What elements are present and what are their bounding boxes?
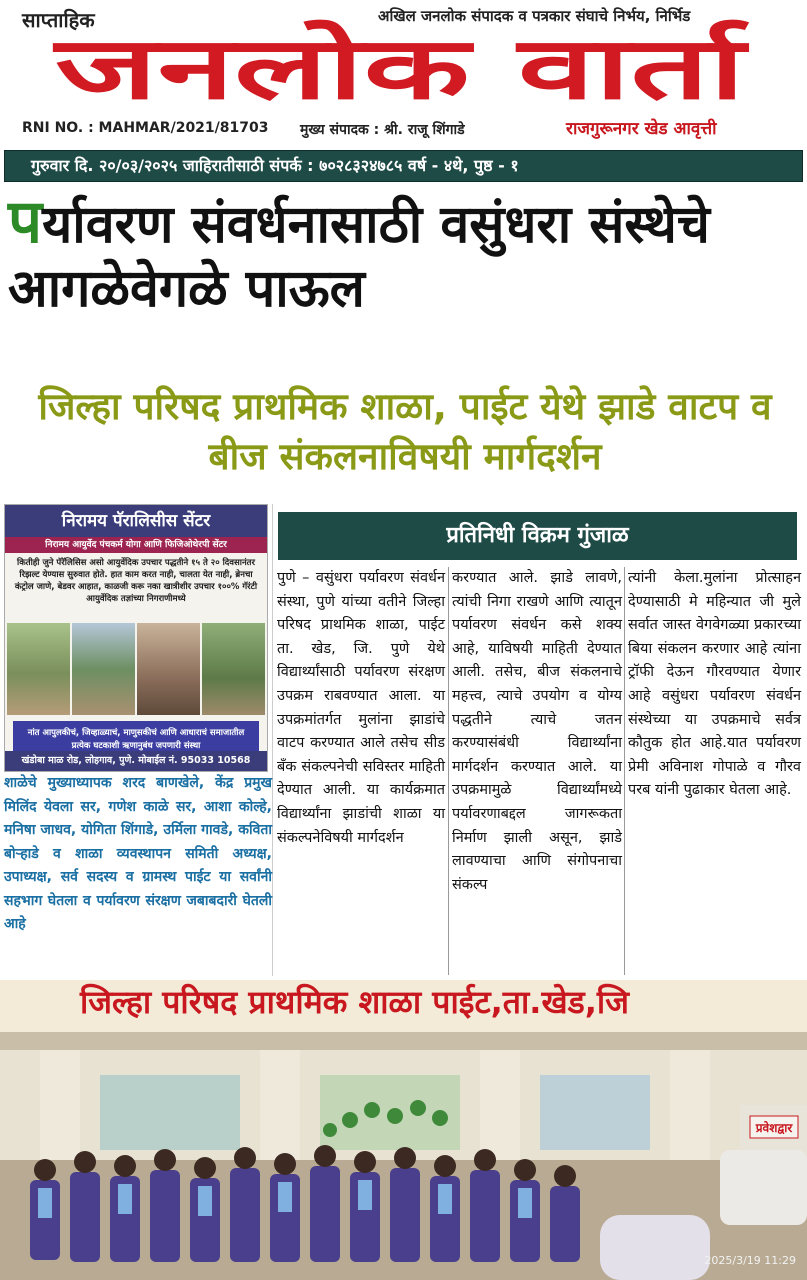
photo-timestamp: 2025/3/19 11:29 [704,1254,796,1267]
column-divider [624,567,625,975]
headline-initial: प [8,187,43,257]
weekly-label: साप्ताहिक [22,8,95,32]
ad-title: निरामय पॅरालिसीस सेंटर [5,505,267,537]
subheadline: जिल्हा परिषद प्राथमिक शाळा, पाईट येथे झाडे वाटप व बीज संकलनाविषयी मार्गदर्शन [38,385,772,478]
participants-paragraph: शाळेचे मुख्याध्यापक शरद बाणखेले, केंद्र प्रमुख मिलिंद येवला सर, गणेश काळे सर, आशा कोल्हे, मनिषा जाधव, योगिता शिंगाडे, उर्मिला गावडे, कविता बोऱ्हाडे व शाळा व्यवस्थापन समिती अध्यक्ष, उपाध्यक्ष, सर्व सदस्य व ग्रामस्थ पाईट या सर्वांनी सहभाग घेतला व पर्यावरण संरक्षण जबाबदारी घेतली आहे [4,775,272,932]
column-divider [272,504,273,976]
ad-photo [7,623,70,715]
ad-footer: खंडोबा माळ रोड, लोहगाव, पुणे. मोबाईल नं. 95033 10568 [5,751,267,771]
ad-photo [137,623,200,715]
advertisement [4,504,268,772]
headline [8,187,800,321]
chief-editor: मुख्य संपादक : श्री. राजू शिंगाडे [300,122,465,138]
dateline-bar: गुरुवार दि. २०/०३/२०२५ जाहिरातीसाठी संपर्क : ७०२८३२४७८५ वर्ष - ४थे, पुष्ठ - १ [4,150,803,182]
edition-label: राजगुरूनगर खेड आवृत्ती [566,119,717,139]
ad-photo [202,623,265,715]
newspaper-logo [50,18,750,114]
article-column-1: पुणे – वसुंधरा पर्यावरण संवर्धन संस्था, पुणे यांच्या वतीने जिल्हा परिषद प्राथमिक शाळा, पाईट ता. खेड, जि. पुणे येथे विद्यार्थ्यांसाठी पर्यावरण संरक्षण उपक्रम राबवण्यात आला. या उपक्रमांतर्गत मुलांना झाडांचे वाटप करण्यात आले तसेच सीड बँक संकल्पनेची सविस्तर माहिती देण्यात आली. या कार्यक्रमात विद्यार्थ्यांना झाडांची शाळा या संकल्पनेविषयी मार्गदर्शन [277,570,445,846]
rni-number: RNI NO. : MAHMAR/2021/81703 [22,120,269,136]
school-event-photo [0,980,807,1280]
article-column-2: करण्यात आले. झाडे लावणे, त्यांची निगा राखणे आणि त्यातून पर्यावरण संवर्धन कसे शक्य आहे, याविषयी माहिती देण्यात आली. तसेच, बीज संकलनाचे महत्त्व, त्याचे उपयोग व योग्य पद्धतीने त्याचे जतन करण्यासंबंधी विद्यार्थ्यांना मार्गदर्शन करण्यात आले. या उपक्रमामुळे विद्यार्थ्यांमध्ये पर्यावरणाबद्दल जागरूकता निर्माण झाली असून, झाडे लावण्याचा आणि संगोपनाचा संकल्प [452,570,622,893]
ad-subtitle: निरामय आयुर्वेद पंचकर्म योगा आणि फिजिओथेरपी सेंटर [5,537,267,553]
side-sign: प्रवेशद्वार [755,1121,793,1135]
logo-text: जनलोक वार्ता [51,19,750,114]
ad-slogan-box: नांत आपुलकीचं, जिव्हाळ्याचं, माणुसकीचं आणि आधाराचं समाजातील प्रत्येक घटकाशी ऋणानुबंध जपणारी संस्था [13,721,259,759]
ad-body: कितीही जुने पॅरॅलिसिस असो आयुर्वेदिक उपचार पद्धतीने १५ ते २० दिवसानंतर रिझल्ट येण्यास सुरुवात होते. हात काम करत नाही, चालता येत नाही, ब्रेनचा कंट्रोल जाणे, बेडवर आहात, काळजी करू नका खात्रीशीर उपचार १००% गॅरंटी आयुर्वेदिक तज्ञांच्या निगराणीमध्ये [14,558,258,604]
headline-text: र्यावरण संवर्धनासाठी वसुंधरा संस्थेचे आगळेवेगळे पाऊल [8,195,710,319]
ad-photo-strip [5,623,267,715]
ad-photo [72,623,135,715]
school-sign-text: जिल्हा परिषद प्राथमिक शाळा पाईट,ता.खेड,जि [80,983,629,1021]
article-column-3: त्यांनी केला.मुलांना प्रोत्साहन देण्यासाठी मे महिन्यात जी मुले सर्वात जास्त वेगवेगळ्या प्रकारच्या बिया संकलन करणार आहे त्यांना ट्रॉफी देऊन गौरवण्यात येणार आहे वसुंधरा पर्यावरण संवर्धन संस्थेच्या या उपक्रमाचे सर्वत्र कौतुक होत आहे.यात पर्यावरण प्रेमी अविनाश गोपाळे व गौरव परब यांनी पुढाकार घेतला आहे. [628,570,801,799]
byline: प्रतिनिधी विक्रम गुंजाळ [278,512,797,560]
tagline: अखिल जनलोक संपादक व पत्रकार संघाचे निर्भय, निर्भिड [378,7,691,25]
column-divider [448,567,449,975]
